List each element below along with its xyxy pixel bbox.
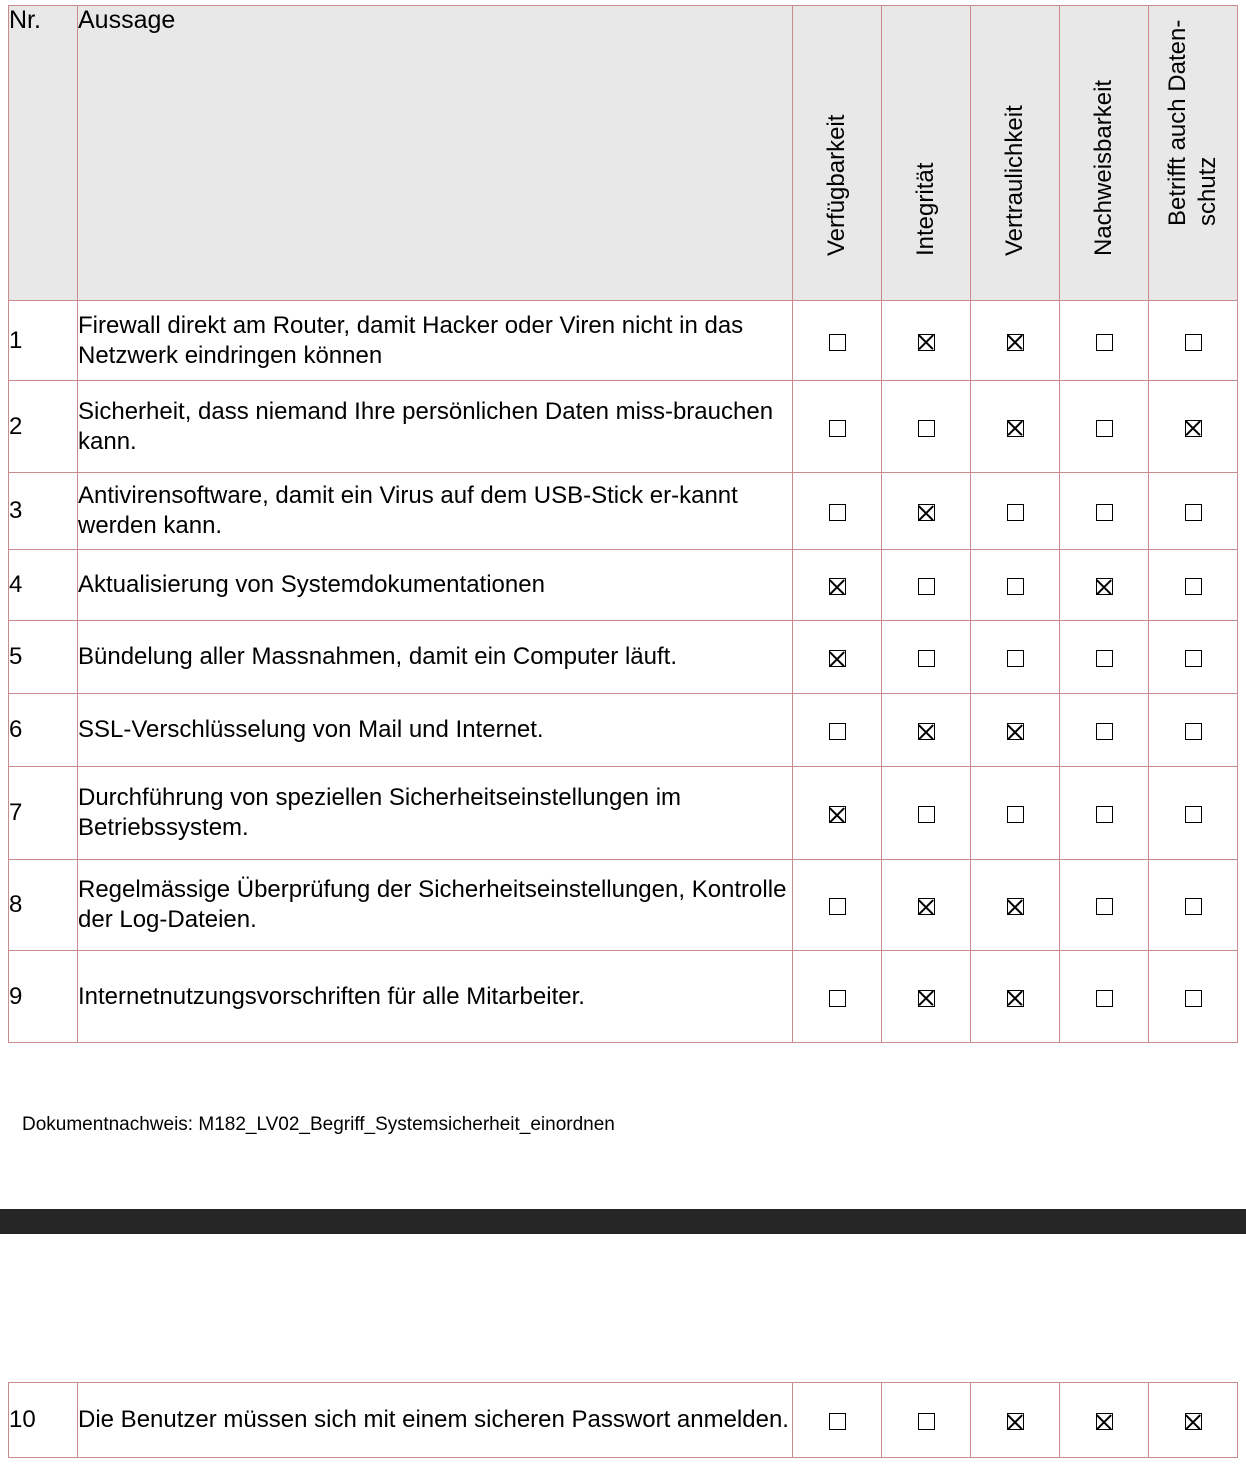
table-row xyxy=(9,1383,1238,1458)
header-vertraulichkeit xyxy=(971,6,1060,301)
checkbox-unchecked[interactable] xyxy=(918,578,935,595)
checkbox-unchecked[interactable] xyxy=(1096,334,1113,351)
table-row xyxy=(9,381,1238,473)
checkbox-cell xyxy=(882,767,971,860)
row-number: 10 xyxy=(9,1383,78,1458)
checkbox-cell xyxy=(1060,621,1149,694)
checkbox-unchecked[interactable] xyxy=(829,420,846,437)
checkbox-cell xyxy=(882,951,971,1043)
checkbox-cell xyxy=(882,621,971,694)
checkbox-checked[interactable] xyxy=(1096,1413,1113,1430)
checkbox-checked[interactable] xyxy=(1096,578,1113,595)
checkbox-cell xyxy=(793,767,882,860)
header-verfuegbarkeit xyxy=(793,6,882,301)
checkbox-cell xyxy=(882,301,971,381)
checkbox-unchecked[interactable] xyxy=(829,723,846,740)
checkbox-unchecked[interactable] xyxy=(1096,504,1113,521)
checkbox-checked[interactable] xyxy=(829,806,846,823)
row-statement: Regelmässige Überprüfung der Sicherheitseinstellungen, Kontrolle der Log-Dateien. xyxy=(78,860,793,951)
checkbox-cell xyxy=(1060,694,1149,767)
checkbox-unchecked[interactable] xyxy=(829,504,846,521)
checkbox-checked[interactable] xyxy=(829,578,846,595)
checkbox-cell xyxy=(971,951,1060,1043)
checkbox-cell xyxy=(882,473,971,550)
header-label: Vertraulichkeit xyxy=(1001,105,1028,256)
checkbox-unchecked[interactable] xyxy=(918,806,935,823)
checkbox-unchecked[interactable] xyxy=(1185,990,1202,1007)
checkbox-unchecked[interactable] xyxy=(1185,504,1202,521)
row-number: 9 xyxy=(9,951,78,1043)
checkbox-cell xyxy=(1149,767,1238,860)
checkbox-cell xyxy=(971,301,1060,381)
checkbox-unchecked[interactable] xyxy=(829,898,846,915)
table-row xyxy=(9,951,1238,1043)
checkbox-cell xyxy=(1149,860,1238,951)
checkbox-unchecked[interactable] xyxy=(1185,898,1202,915)
checkbox-unchecked[interactable] xyxy=(1096,898,1113,915)
header-integritaet xyxy=(882,6,971,301)
table-row xyxy=(9,860,1238,951)
checkbox-cell xyxy=(793,1383,882,1458)
checkbox-cell xyxy=(971,694,1060,767)
checkbox-unchecked[interactable] xyxy=(1185,806,1202,823)
table-row xyxy=(9,550,1238,621)
checkbox-unchecked[interactable] xyxy=(1007,806,1024,823)
header-datenschutz xyxy=(1149,6,1238,301)
checkbox-cell xyxy=(1060,473,1149,550)
header-label: Integrität xyxy=(912,162,939,256)
classification-table xyxy=(8,5,1238,1043)
checkbox-unchecked[interactable] xyxy=(1007,578,1024,595)
checkbox-cell xyxy=(1149,473,1238,550)
checkbox-cell xyxy=(1060,381,1149,473)
checkbox-checked[interactable] xyxy=(1185,1413,1202,1430)
checkbox-cell xyxy=(793,301,882,381)
checkbox-cell xyxy=(1060,301,1149,381)
checkbox-unchecked[interactable] xyxy=(829,334,846,351)
table-row xyxy=(9,767,1238,860)
checkbox-cell xyxy=(1149,301,1238,381)
checkbox-checked[interactable] xyxy=(1185,420,1202,437)
header-nachweisbarkeit xyxy=(1060,6,1149,301)
checkbox-cell xyxy=(1060,767,1149,860)
checkbox-cell xyxy=(1149,621,1238,694)
checkbox-cell xyxy=(793,550,882,621)
checkbox-cell xyxy=(793,951,882,1043)
checkbox-cell xyxy=(882,381,971,473)
row-number: 6 xyxy=(9,694,78,767)
row-statement: Internetnutzungsvorschriften für alle Mitarbeiter. xyxy=(78,951,793,1043)
checkbox-cell xyxy=(1060,1383,1149,1458)
header-row xyxy=(9,6,1238,301)
checkbox-cell xyxy=(1149,550,1238,621)
checkbox-unchecked[interactable] xyxy=(918,420,935,437)
row-number: 7 xyxy=(9,767,78,860)
checkbox-cell xyxy=(971,860,1060,951)
table-row xyxy=(9,301,1238,381)
checkbox-checked[interactable] xyxy=(918,990,935,1007)
row-statement: Firewall direkt am Router, damit Hacker oder Viren nicht in das Netzwerk eindringen können xyxy=(78,301,793,381)
header-aussage: Aussage xyxy=(78,6,793,301)
header-label: Betrifft auch Daten- schutz xyxy=(1164,19,1221,226)
checkbox-cell xyxy=(793,621,882,694)
checkbox-cell xyxy=(971,621,1060,694)
checkbox-checked[interactable] xyxy=(918,898,935,915)
checkbox-cell xyxy=(882,550,971,621)
checkbox-unchecked[interactable] xyxy=(918,650,935,667)
page-break-bar xyxy=(0,1209,1246,1234)
row-statement: Durchführung von speziellen Sicherheitseinstellungen im Betriebssystem. xyxy=(78,767,793,860)
checkbox-cell xyxy=(793,694,882,767)
header-label: Verfügbarkeit xyxy=(823,114,850,256)
header-nr: Nr. xyxy=(9,6,78,301)
checkbox-cell xyxy=(1149,694,1238,767)
row-statement: Bündelung aller Massnahmen, damit ein Computer läuft. xyxy=(78,621,793,694)
checkbox-unchecked[interactable] xyxy=(1185,334,1202,351)
checkbox-cell xyxy=(1149,951,1238,1043)
row-number: 5 xyxy=(9,621,78,694)
checkbox-cell xyxy=(793,860,882,951)
table-row xyxy=(9,621,1238,694)
checkbox-checked[interactable] xyxy=(1007,1413,1024,1430)
document-reference: Dokumentnachweis: M182_LV02_Begriff_Systemsicherheit_einordnen xyxy=(22,1114,615,1135)
row-statement: Sicherheit, dass niemand Ihre persönlichen Daten miss-brauchen kann. xyxy=(78,381,793,473)
checkbox-cell xyxy=(971,767,1060,860)
checkbox-unchecked[interactable] xyxy=(1007,504,1024,521)
row-statement: Antivirensoftware, damit ein Virus auf dem USB-Stick er-kannt werden kann. xyxy=(78,473,793,550)
checkbox-unchecked[interactable] xyxy=(829,990,846,1007)
checkbox-cell xyxy=(1060,951,1149,1043)
checkbox-checked[interactable] xyxy=(1007,334,1024,351)
checkbox-cell xyxy=(793,473,882,550)
checkbox-checked[interactable] xyxy=(918,504,935,521)
checkbox-unchecked[interactable] xyxy=(918,1413,935,1430)
checkbox-cell xyxy=(971,550,1060,621)
classification-table-continued xyxy=(8,1382,1238,1458)
checkbox-checked[interactable] xyxy=(918,334,935,351)
table-row xyxy=(9,473,1238,550)
checkbox-checked[interactable] xyxy=(1007,723,1024,740)
row-number: 4 xyxy=(9,550,78,621)
checkbox-unchecked[interactable] xyxy=(1096,990,1113,1007)
row-number: 2 xyxy=(9,381,78,473)
checkbox-unchecked[interactable] xyxy=(829,1413,846,1430)
checkbox-cell xyxy=(1060,550,1149,621)
checkbox-cell xyxy=(1060,860,1149,951)
row-statement: SSL-Verschlüsselung von Mail und Internet. xyxy=(78,694,793,767)
checkbox-unchecked[interactable] xyxy=(1185,578,1202,595)
checkbox-unchecked[interactable] xyxy=(1096,650,1113,667)
checkbox-cell xyxy=(793,381,882,473)
checkbox-cell xyxy=(882,860,971,951)
checkbox-unchecked[interactable] xyxy=(1096,420,1113,437)
checkbox-cell xyxy=(971,1383,1060,1458)
checkbox-cell xyxy=(882,1383,971,1458)
header-label: Nachweisbarkeit xyxy=(1090,79,1117,256)
table-row xyxy=(9,694,1238,767)
row-number: 1 xyxy=(9,301,78,381)
checkbox-unchecked[interactable] xyxy=(1096,723,1113,740)
checkbox-cell xyxy=(971,473,1060,550)
checkbox-cell xyxy=(1149,381,1238,473)
checkbox-checked[interactable] xyxy=(918,723,935,740)
checkbox-unchecked[interactable] xyxy=(1096,806,1113,823)
row-statement: Aktualisierung von Systemdokumentationen xyxy=(78,550,793,621)
checkbox-checked[interactable] xyxy=(1007,898,1024,915)
checkbox-cell xyxy=(971,381,1060,473)
row-number: 8 xyxy=(9,860,78,951)
checkbox-cell xyxy=(1149,1383,1238,1458)
checkbox-checked[interactable] xyxy=(829,650,846,667)
checkbox-unchecked[interactable] xyxy=(1185,650,1202,667)
row-statement: Die Benutzer müssen sich mit einem sicheren Passwort anmelden. xyxy=(78,1383,793,1458)
checkbox-unchecked[interactable] xyxy=(1007,650,1024,667)
checkbox-checked[interactable] xyxy=(1007,990,1024,1007)
checkbox-cell xyxy=(882,694,971,767)
checkbox-unchecked[interactable] xyxy=(1185,723,1202,740)
row-number: 3 xyxy=(9,473,78,550)
checkbox-checked[interactable] xyxy=(1007,420,1024,437)
